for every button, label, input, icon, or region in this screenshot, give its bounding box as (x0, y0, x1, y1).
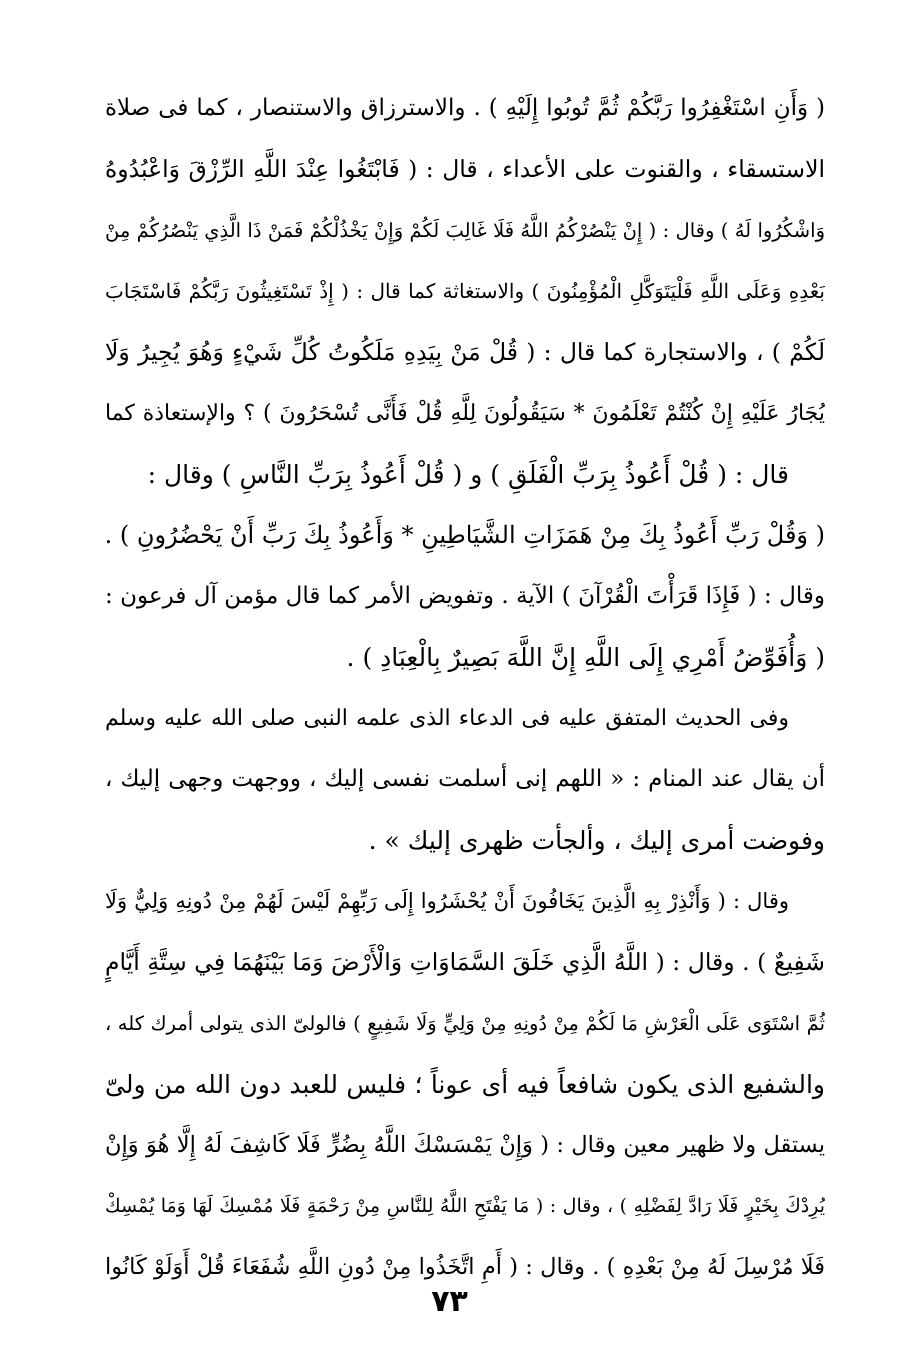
text-line-16: ثُمَّ اسْتَوَى عَلَى الْعَرْشِ مَا لَكُمْ مِنْ دُونِهِ مِنْ وَلِيٍّ وَلَا شَفِيعٍ ) فالولىّ الذى يتولى أمرك كله ، (105, 1012, 825, 1035)
text-line-4: بَعْدِهِ وَعَلَى اللَّهِ فَلْيَتَوَكَّلِ الْمُؤْمِنُونَ ) والاستغاثة كما قال : ( إِذْ تَسْتَغِيثُونَ رَبَّكُمْ فَاسْتَجَابَ (105, 279, 825, 303)
text-line-11: وفى الحديث المتفق عليه فى الدعاء الذى علمه النبى صلى الله عليه وسلم (105, 706, 789, 731)
page-number: ٧٣ (431, 1284, 468, 1319)
text-line-14: وقال : ( وَأَنْذِرْ بِهِ الَّذِينَ يَخَافُونَ أَنْ يُحْشَرُوا إِلَى رَبِّهِمْ لَيْسَ لَهُمْ مِنْ دُونِهِ وَلِيٌّ وَلَا (105, 889, 789, 913)
text-line-20: فَلَا مُرْسِلَ لَهُ مِنْ بَعْدِهِ ) . وقال : ( أَمِ اتَّخَذُوا مِنْ دُونِ اللَّهِ شُفَعَاءَ قُلْ أَوَلَوْ كَانُوا (105, 1254, 825, 1280)
text-line-12: أن يقال عند المنام : « اللهم إنى أسلمت نفسى إليك ، ووجهت وجهى إليك ، (105, 766, 825, 792)
text-line-10: ( وَأُفَوِّضُ أَمْرِي إِلَى اللَّهِ إِنَّ اللَّهَ بَصِيرٌ بِالْعِبَادِ ) . (346, 643, 825, 672)
text-line-9: وقال : ( فَإِذَا قَرَأْتَ الْقُرْآنَ ) الآية . وتفويض الأمر كما قال مؤمن آل فرعون : (105, 583, 825, 609)
text-line-7: قال : ( قُلْ أَعُوذُ بِرَبِّ الْفَلَقِ ) و ( قُلْ أَعُوذُ بِرَبِّ النَّاسِ ) وقال : (147, 460, 789, 489)
text-line-17: والشفيع الذى يكون شافعاً فيه أى عوناً ؛ فليس للعبد دون الله من ولىّ (105, 1070, 825, 1099)
text-line-6: يُجَارُ عَلَيْهِ إِنْ كُنْتُمْ تَعْلَمُونَ * سَيَقُولُونَ لِلَّهِ قُلْ فَأَنَّى تُسْحَرُونَ ) ؟ والإستعاذة كما (105, 401, 825, 426)
body-text (105, 78, 825, 1298)
text-line-19: يُرِدْكَ بِخَيْرٍ فَلَا رَادَّ لِفَضْلِهِ ) ، وقال : ( مَا يَفْتَحِ اللَّهُ لِلنَّاسِ مِنْ رَحْمَةٍ فَلَا مُمْسِكَ لَهَا وَمَا يُمْسِكْ (105, 1195, 825, 1217)
text-line-13: وفوضت أمرى إليك ، وألجأت ظهرى إليك » . (368, 826, 825, 855)
text-line-3: وَاشْكُرُوا لَهُ ) وقال : ( إِنْ يَنْصُرْكُمُ اللَّهُ فَلَا غَالِبَ لَكُمْ وَإِنْ يَخْذُلْكُمْ فَمَنْ ذَا الَّذِي يَنْصُرُكُمْ مِنْ (105, 219, 825, 242)
text-line-8: ( وَقُلْ رَبِّ أَعُوذُ بِكَ مِنْ هَمَزَاتِ الشَّيَاطِينِ * وَأَعُوذُ بِكَ رَبِّ أَنْ يَحْضُرُونِ ) . (105, 521, 825, 549)
text-line-1: ( وَأَنِ اسْتَغْفِرُوا رَبَّكُمْ ثُمَّ تُوبُوا إِلَيْهِ ) . والاسترزاق والاستنصار ، كما فى صلاة (105, 95, 825, 121)
text-line-5: لَكُمْ ) ، والاستجارة كما قال : ( قُلْ مَنْ بِيَدِهِ مَلَكُوتُ كُلِّ شَيْءٍ وَهُوَ يُجِيرُ وَلَا (105, 338, 825, 366)
text-line-15: شَفِيعٌ ) . وقال : ( اللَّهُ الَّذِي خَلَقَ السَّمَاوَاتِ وَالْأَرْضَ وَمَا بَيْنَهُمَا فِي سِتَّةِ أَيَّامٍ (105, 948, 825, 976)
text-line-18: يستقل ولا ظهير معين وقال : ( وَإِنْ يَمْسَسْكَ اللَّهُ بِضُرٍّ فَلَا كَاشِفَ لَهُ إِلَّا هُوَ وَإِنْ (105, 1132, 825, 1158)
text-line-2: الاستسقاء ، والقنوت على الأعداء ، قال : ( فَابْتَغُوا عِنْدَ اللَّهِ الرِّزْقَ وَاعْبُدُوهُ (105, 155, 825, 183)
